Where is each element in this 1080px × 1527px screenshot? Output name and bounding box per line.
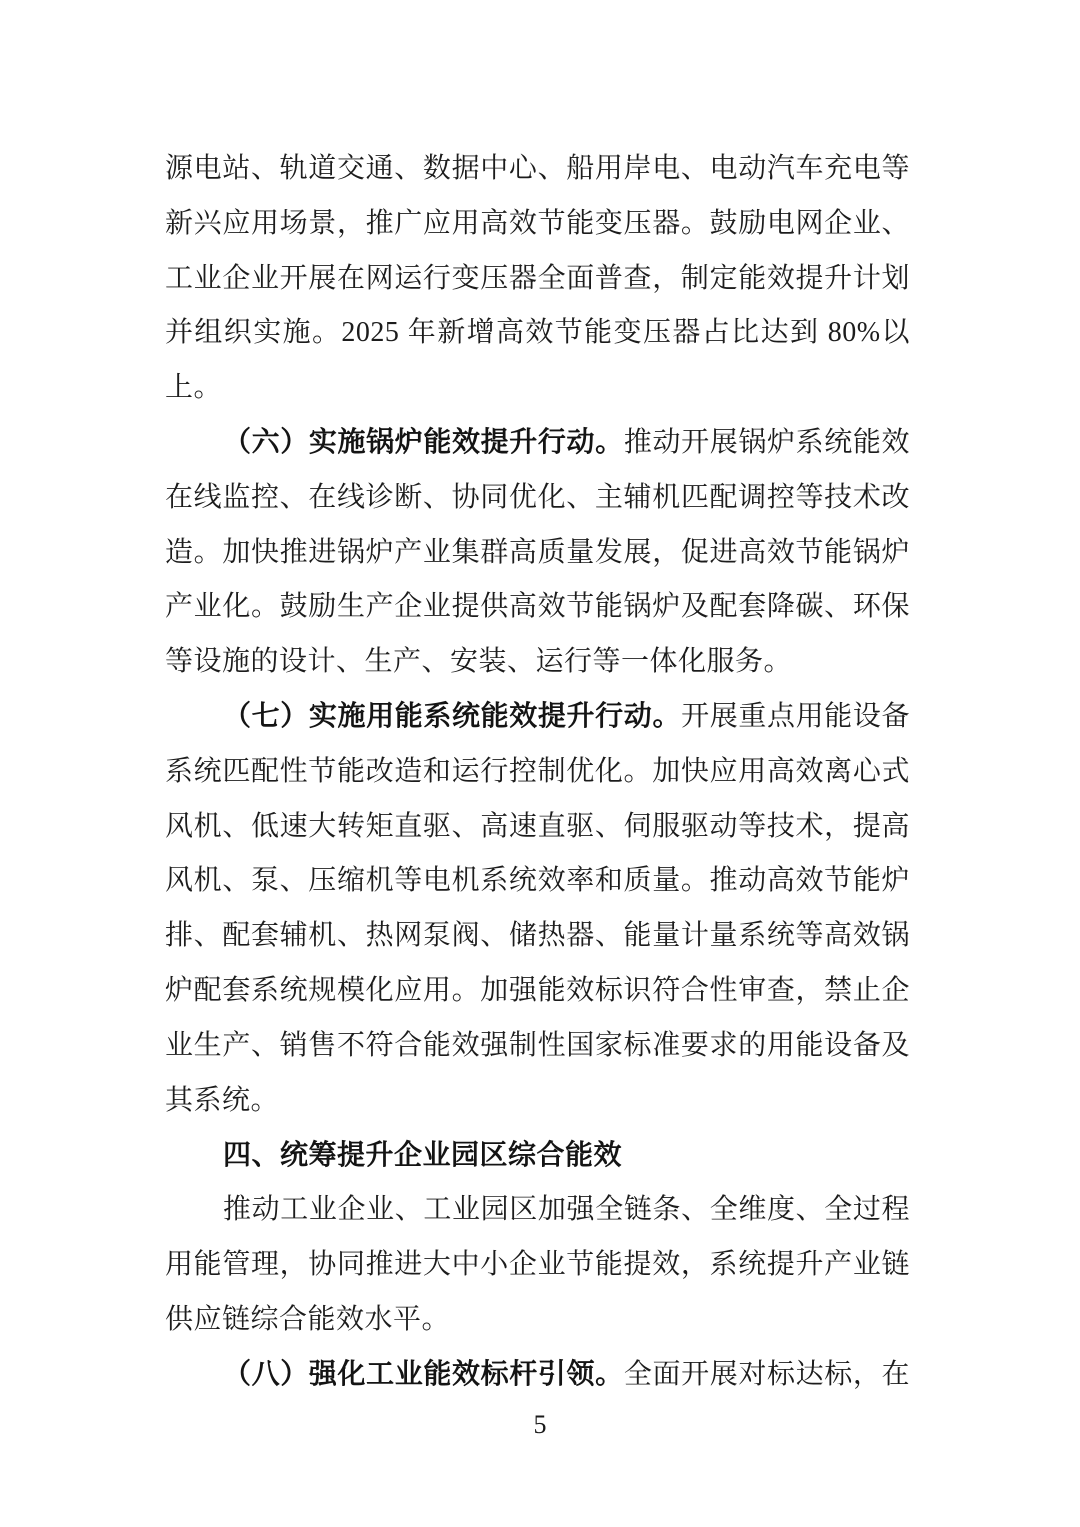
text-run: 产业化。鼓励生产企业提供高效节能锅炉及配套降碳、环保 — [165, 591, 910, 623]
text-line — [165, 909, 910, 964]
text-run: 排、配套辅机、热网泵阀、储热器、能量计量系统等高效锅 — [165, 920, 910, 952]
text-line — [165, 745, 910, 800]
text-run: 供应链综合能效水平。 — [165, 1303, 451, 1335]
text-line — [165, 800, 910, 855]
document-lines — [165, 142, 910, 1402]
text-run: 系统匹配性节能改造和运行控制优化。加快应用高效离心式 — [165, 755, 910, 787]
text-run: 全面开展对标达标，在 — [623, 1358, 910, 1390]
text-run: 风机、泵、压缩机等电机系统效率和质量。推动高效节能炉 — [165, 865, 910, 897]
text-line — [165, 1293, 910, 1348]
text-run: 上。 — [165, 372, 223, 404]
page-number: 5 — [533, 1410, 547, 1439]
text-line — [165, 471, 910, 526]
text-line — [165, 1183, 910, 1238]
text-line — [165, 1074, 910, 1129]
text-run: 在线监控、在线诊断、协同优化、主辅机匹配调控等技术改 — [165, 481, 910, 513]
text-line — [165, 964, 910, 1019]
text-run: 风机、低速大转矩直驱、高速直驱、伺服驱动等技术，提高 — [165, 810, 910, 842]
text-line — [165, 142, 910, 197]
bold-text-run: （七）实施用能系统能效提升行动。 — [223, 700, 682, 732]
text-run: 造。加快推进锅炉产业集群高质量发展，促进高效节能锅炉 — [165, 536, 910, 568]
text-run: 工业企业开展在网运行变压器全面普查，制定能效提升计划 — [165, 262, 910, 294]
text-line — [165, 306, 910, 361]
text-line — [165, 252, 910, 307]
text-line — [165, 580, 910, 635]
text-line — [165, 526, 910, 581]
text-line — [165, 1238, 910, 1293]
text-line — [165, 635, 910, 690]
text-run: 用能管理，协同推进大中小企业节能提效，系统提升产业链 — [165, 1248, 910, 1280]
bold-text-run: 四、统筹提升企业园区综合能效 — [223, 1139, 623, 1171]
text-run: 源电站、轨道交通、数据中心、船用岸电、电动汽车充电等 — [165, 153, 910, 184]
text-run: 业生产、销售不符合能效强制性国家标准要求的用能设备及 — [165, 1029, 910, 1061]
text-line — [165, 197, 910, 252]
text-line — [165, 1019, 910, 1074]
text-run: 并组织实施。2025 年新增高效节能变压器占比达到 80%以 — [165, 317, 910, 349]
text-line — [165, 1348, 910, 1403]
text-line — [165, 361, 910, 416]
bold-text-run: （八）强化工业能效标杆引领。 — [223, 1358, 624, 1390]
text-run: 其系统。 — [165, 1084, 280, 1116]
text-run: 炉配套系统规模化应用。加强能效标识符合性审查，禁止企 — [165, 974, 910, 1006]
text-line — [165, 690, 910, 745]
text-run: 新兴应用场景，推广应用高效节能变压器。鼓励电网企业、 — [165, 207, 910, 239]
text-run: 推动工业企业、工业园区加强全链条、全维度、全过程 — [223, 1194, 910, 1226]
text-line — [165, 854, 910, 909]
text-line — [165, 416, 910, 471]
text-run: 推动开展锅炉系统能效 — [623, 426, 910, 458]
text-run: 开展重点用能设备 — [681, 700, 910, 732]
section-heading — [165, 1128, 910, 1183]
text-run: 等设施的设计、生产、安装、运行等一体化服务。 — [165, 646, 793, 678]
bold-text-run: （六）实施锅炉能效提升行动。 — [223, 426, 624, 458]
